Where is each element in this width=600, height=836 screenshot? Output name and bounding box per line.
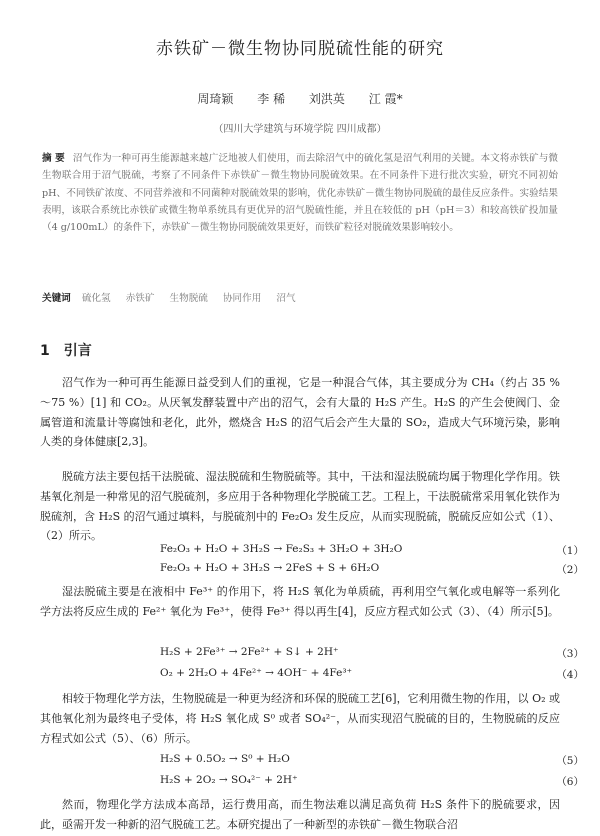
equation [160, 667, 588, 683]
author-list [0, 90, 600, 107]
equation-expression: H₂S + 0.5O₂ → S⁰ + H₂O [160, 753, 290, 765]
equation-expression: H₂S + 2O₂ → SO₄²⁻ + 2H⁺ [160, 774, 298, 786]
section-number: 1 [40, 343, 50, 359]
author-name: 江 霞* [368, 92, 403, 106]
section-title: 引言 [63, 343, 92, 359]
equation [160, 774, 588, 790]
keywords [42, 290, 558, 304]
author-name: 周琦颖 [197, 92, 234, 106]
affiliation: （四川大学建筑与环境学院 四川成都） [213, 124, 387, 135]
section-heading [40, 340, 92, 360]
keyword: 沼气 [276, 293, 296, 304]
keyword: 硫化氢 [81, 293, 111, 304]
keywords-label: 关键词 [42, 293, 71, 304]
abstract-text: 沼气作为一种可再生能源越来越广泛地被人们使用，而去除沼气中的硫化氢是沼气利用的关键。本文将赤铁矿与微生物联合用于沼气脱硫，考察了不同条件下赤铁矿－微生物协同脱硫效果。在不同条件下进行批次实验，研究不同初始 pH、不同铁矿浓度、不同营养液和不同菌种对脱硫效果的影响，优化赤铁矿－微生物协同脱硫的最佳反应条件。实验结果表明，该联合系统比赤铁矿或微生物单系统具有更优异的沼气脱硫性能，并且在较低的 pH（pH＝3）和较高铁矿投加量（4 g/100mL）的条件下，赤铁矿－微生物协同脱硫效果更好，而铁矿粒径对脱硫效果影响较小。 [42, 153, 559, 234]
paper-title: 赤铁矿－微生物协同脱硫性能的研究 [156, 39, 444, 59]
equation-number: （6） [556, 776, 584, 788]
author-name: 李 稀 [257, 92, 286, 106]
equation-expression: H₂S + 2Fe³⁺ → 2Fe²⁺ + S↓ + 2H⁺ [160, 646, 339, 658]
equation-number: （3） [556, 648, 584, 660]
body-paragraph: 脱硫方法主要包括干法脱硫、湿法脱硫和生物脱硫等。其中，干法和湿法脱硫均属于物理化学作用。铁基氧化剂是一种常见的沼气脱硫剂，多应用于各种物理化学脱硫工艺。工程上，干法脱硫常采用氧化铁作为脱硫剂，含 H₂S 的沼气通过填料，与脱硫剂中的 Fe₂O₃ 发生反应，从而实现脱硫，脱硫反应如公式（1）、（2）所示。 [40, 470, 560, 543]
body-paragraph: 相较于物理化学方法，生物脱硫是一种更为经济和环保的脱硫工艺[6]，它利用微生物的作用，以 O₂ 或其他氧化剂为最终电子受体，将 H₂S 氧化成 S⁰ 或者 SO₄²⁻，从而实现沼气脱硫的目的，生物脱硫的反应方程式如公式（5）、（6）所示。 [40, 692, 560, 745]
equation-expression: Fe₂O₃ + H₂O + 3H₂S → Fe₂S₃ + 3H₂O + 3H₂O [160, 543, 403, 555]
equation [160, 562, 588, 578]
equation [160, 646, 588, 662]
keyword: 协同作用 [222, 293, 262, 304]
author-name: 刘洪英 [308, 92, 345, 106]
body-paragraph: 沼气作为一种可再生能源日益受到人们的重视，它是一种混合气体，其主要成分为 CH₄（约占 35 % ～75 %）[1] 和 CO₂。从厌氧发酵装置中产出的沼气，会有大量的 H₂S 产生。H₂S 的产生会使阀门、金属管道和流量计等腐蚀和老化，此外，燃烧含 H₂S 的沼气后会产生大量的 SO₂，造成大气环境污染，影响人类的身体健康[2,3]。 [40, 376, 560, 449]
body-paragraph: 然而，物理化学方法成本高昂，运行费用高，而生物法难以满足高负荷 H₂S 条件下的脱硫要求，因此，亟需开发一种新的沼气脱硫工艺。本研究提出了一种新型的赤铁矿－微生物联合沼 [40, 798, 560, 831]
equation-expression: Fe₂O₃ + H₂O + 3H₂S → 2FeS + S + 6H₂O [160, 562, 380, 574]
equation-expression: O₂ + 2H₂O + 4Fe²⁺ → 4OH⁻ + 4Fe³⁺ [160, 667, 353, 679]
equation-number: （1） [556, 545, 584, 557]
equation [160, 753, 588, 769]
equation [160, 543, 588, 559]
equation-number: （4） [556, 669, 584, 681]
abstract-label: 摘 要 [42, 153, 65, 164]
keyword: 生物脱硫 [169, 293, 208, 304]
equation-number: （2） [556, 564, 584, 576]
equation-number: （5） [556, 755, 584, 767]
abstract [42, 150, 558, 236]
keyword: 赤铁矿 [125, 293, 155, 304]
body-paragraph: 湿法脱硫主要是在液相中 Fe³⁺ 的作用下，将 H₂S 氧化为单质硫，再利用空气氧化或电解等一系列化学方法将反应生成的 Fe²⁺ 氧化为 Fe³⁺，使得 Fe³⁺ 得以再生[4]，反应方程式如公式（3）、（4）所示[5]。 [40, 585, 560, 618]
